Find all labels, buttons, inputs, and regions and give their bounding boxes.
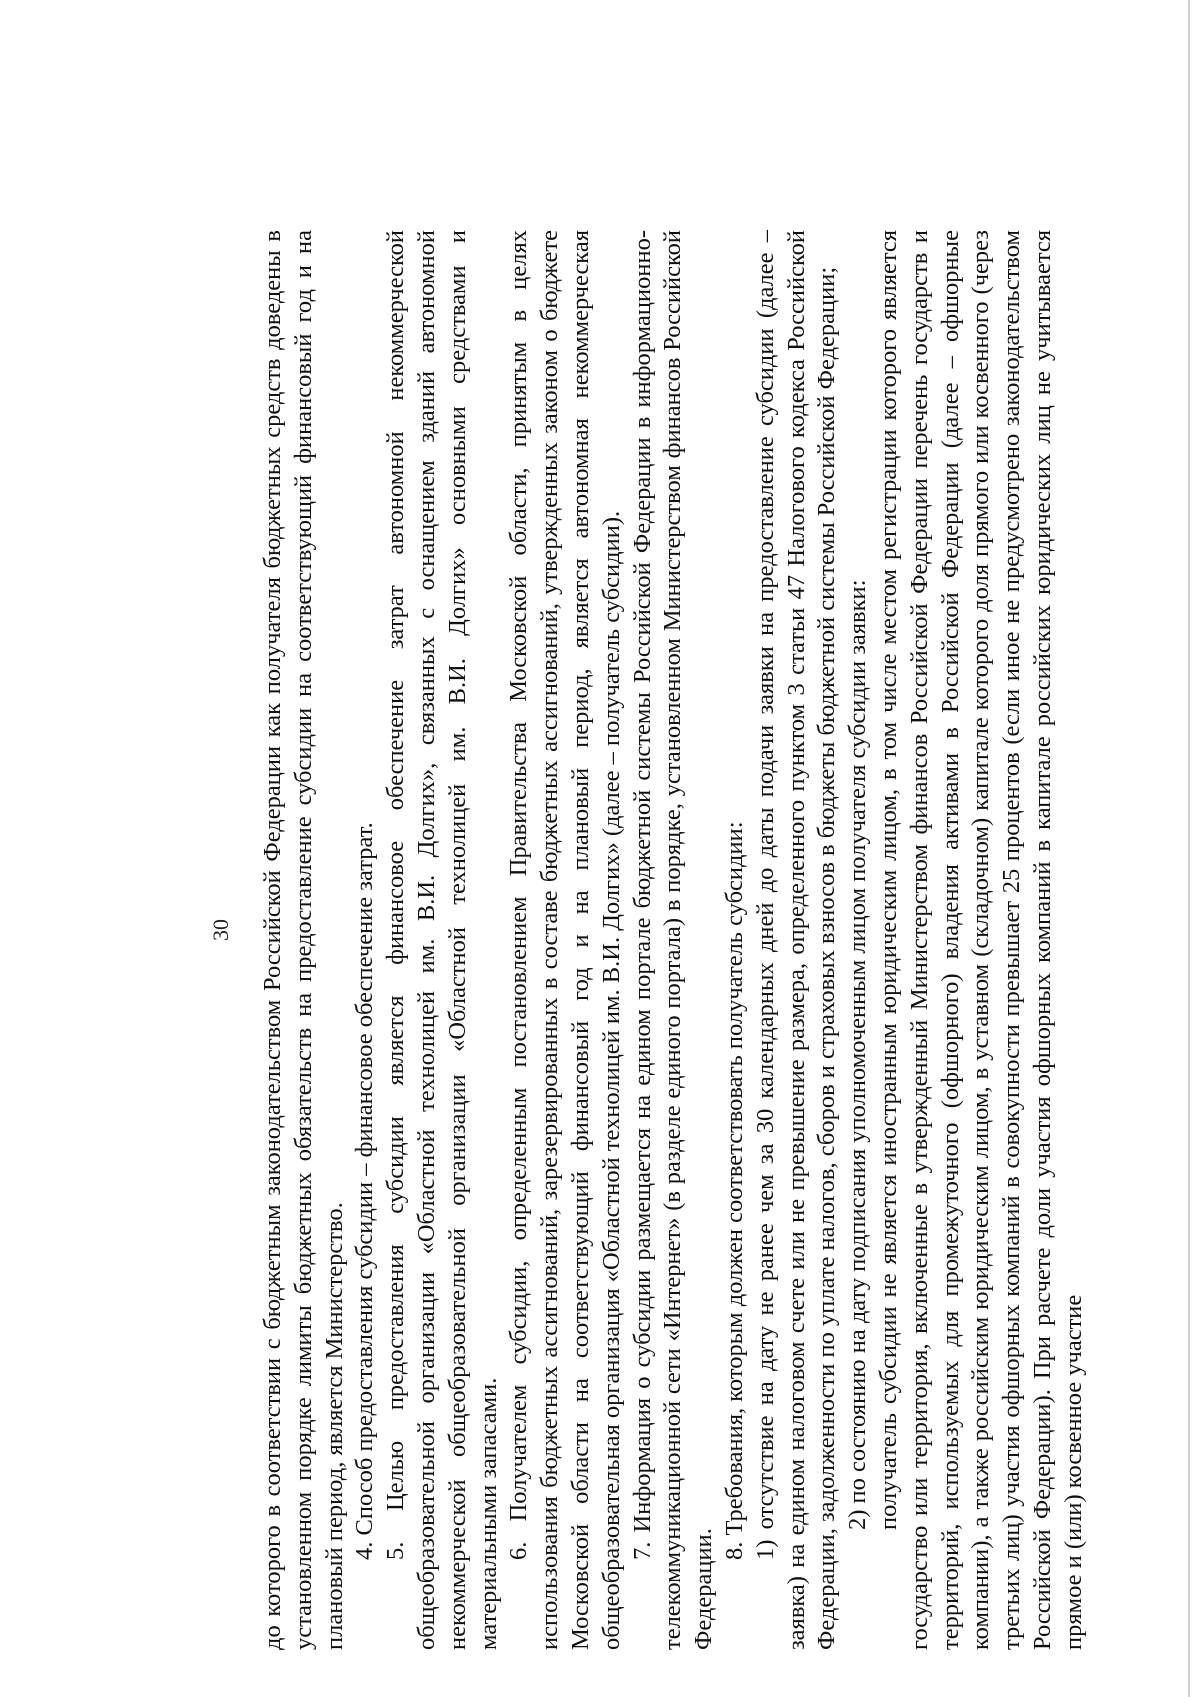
paragraph-item-5: 5. Целью предоставления субсидии является финансовое обеспечение затрат автономной некоммерческой общеобразовательной организации «Областной технолицей им. В.И. Долгих», связанных с оснащением зданий автономной некоммерческой общеобразовательной организации «Областной технолицей им. В.И. Долгих» основными средствами и материальными запасами. (382, 230, 502, 1650)
paragraph-item-8-2: 2) по состоянию на дату подписания уполномоченным лицом получателя субсидии заявки: (844, 579, 872, 1530)
paragraph-item-4: 4. Способ предоставления субсидии – финансовое обеспечение затрат. (351, 822, 379, 1560)
page-number: 30 (208, 919, 233, 941)
paragraph-item-7: 7. Информация о субсидии размещается на едином портале бюджетной системы Российской Федерации в информационно-телекоммуникационной сети «Интернет» (в разделе единого портала) в порядке, установленном Министерством финансов Российской Федерации. (628, 230, 718, 1650)
paragraph-continuation: до которого в соответствии с бюджетным законодательством Российской Федерации как получателя бюджетных средств доведены в установленном порядке лимиты бюджетных обязательств на предоставление субсидии на соответствующий финансовый год и на плановый период, является Министерство. (259, 230, 348, 1650)
body-text (258, 230, 1090, 1650)
paragraph-item-8-2-text: получатель субсидии не является иностранным юридическим лицом, в том числе местом регистрации которого является государство или территория, включенные в утвержденный Министерством финансов Российской Федерации перечень государств и территорий, используемых для промежуточного (офшорного) владения активами в Российской Федерации (далее – офшорные компании), а также российским юридическим лицом, в уставном (складочном) капитале которого доля прямого или косвенного (через третьих лиц) участия офшорных компаний в совокупности превышает 25 процентов (если иное не предусмотрено законодательством Российской Федерации). При расчете доли участия офшорных компаний в капитале российских юридических лиц не учитывается прямое и (или) косвенное участие (874, 230, 1087, 1650)
paragraph-item-6: 6. Получателем субсидии, определенным постановлением Правительства Московской области, принятым в целях использования бюджетных ассигнований, зарезервированных в составе бюджетных ассигнований, утвержденных законом о бюджете Московской области на соответствующий финансовый год и на плановый период, является автономная некоммерческая общеобразовательная организация «Областной технолицей им. В.И. Долгих» (далее – получатель субсидии). (505, 230, 625, 1650)
rotated-content (170, 170, 1100, 1690)
paragraph-item-8-1: 1) отсутствие на дату не ранее чем за 30 календарных дней до даты подачи заявки на предоставление субсидии (далее – заявка) на едином налоговом счете или не превышение размера, определенного пунктом 3 статьи 47 Налогового кодекса Российской Федерации, задолженности по уплате налогов, сборов и страховых взносов в бюджеты бюджетной системы Российской Федерации; (751, 230, 841, 1650)
scan-edge-line (1188, 0, 1190, 1697)
paragraph-item-8: 8. Требования, которым должен соответствовать получатель субсидии: (720, 821, 748, 1560)
